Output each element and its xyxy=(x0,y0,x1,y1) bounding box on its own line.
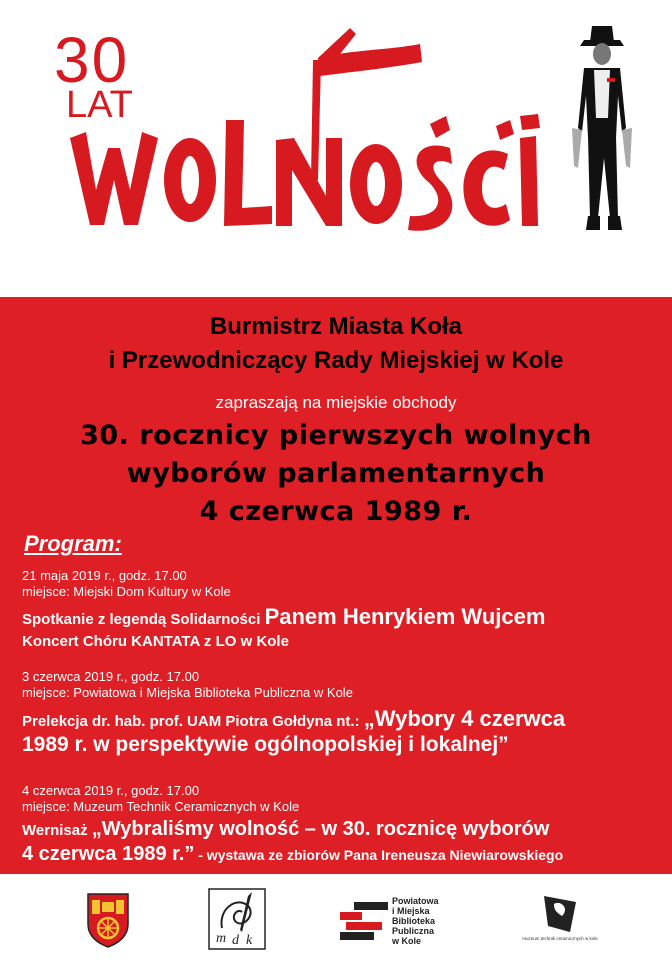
organizer-line-2: i Przewodniczący Rady Miejskiej w Kole xyxy=(108,347,564,374)
event-title-line-3: 4 czerwca 1989 r. xyxy=(199,496,473,527)
event-3-date: 4 czerwca 2019 r., godz. 17.00 xyxy=(22,783,200,798)
event-2-topic-line-2: 1989 r. w perspektywie ogólnopolskiej i lokalnej” xyxy=(22,733,509,756)
event-3-title-line-2 xyxy=(22,843,563,866)
svg-text:m: m xyxy=(216,931,227,946)
svg-text:d: d xyxy=(232,933,239,948)
event-3-date-title: 4 czerwca 1989 r.” xyxy=(22,843,195,865)
kolo-coat-of-arms-icon xyxy=(86,892,130,948)
event-2-place: miejsce: Powiatowa i Miejska Biblioteka Publiczna w Kole xyxy=(22,685,353,700)
cowboy-figure-icon xyxy=(562,18,642,248)
event-1-desc-prefix: Spotkanie z legendą Solidarności xyxy=(22,611,265,628)
event-3-title: „Wybraliśmy wolność – w 30. rocznicę wyborów xyxy=(91,818,550,840)
program-heading: Program: xyxy=(24,531,122,556)
organizer-line-1: Burmistrz Miasta Koła xyxy=(209,313,463,340)
logo-number: 30 xyxy=(54,24,130,96)
museum-name: muzeum technik ceramicznych w kole xyxy=(522,936,598,941)
event-2-topic: „Wybory 4 czerwca xyxy=(363,706,566,731)
event-3-place: miejsce: Muzeum Technik Ceramicznych w Kole xyxy=(22,799,300,814)
event-1-place: miejsce: Miejski Dom Kultury w Kole xyxy=(22,584,231,599)
event-1-date: 21 maja 2019 r., godz. 17.00 xyxy=(22,568,187,583)
library-name: Powiatowa i Miejska Biblioteka Publiczna w Kole xyxy=(392,896,439,946)
svg-text:k: k xyxy=(246,933,253,948)
sponsors-bar xyxy=(0,874,672,960)
event-1-guest: Panem Henrykiem Wujcem xyxy=(264,604,546,629)
event-3-description xyxy=(22,818,549,841)
event-3-desc-prefix: Wernisaż xyxy=(22,822,92,839)
library-logo-icon xyxy=(338,896,390,946)
event-1-concert: Koncert Chóru KANTATA z LO w Kole xyxy=(22,633,289,650)
wolnosci-logo-icon xyxy=(50,20,550,250)
event-3-collection: - wystawa ze zbiorów Pana Ireneusza Niewiarowskiego xyxy=(194,847,564,863)
event-2-date: 3 czerwca 2019 r., godz. 17.00 xyxy=(22,669,200,684)
event-title-line-2: wyborów parlamentarnych xyxy=(126,458,546,489)
header-banner xyxy=(0,0,672,297)
event-2-description xyxy=(22,706,565,732)
event-1-description xyxy=(22,604,545,630)
event-2-desc-prefix: Prelekcja dr. hab. prof. UAM Piotra Gołdyna nt.: xyxy=(22,713,364,730)
logo-lat: LAT xyxy=(66,84,133,126)
invitation-text: zapraszają na miejskie obchody xyxy=(215,393,457,412)
event-title-line-1: 30. rocznicy pierwszych wolnych xyxy=(80,420,592,451)
mdk-logo-icon xyxy=(208,888,266,950)
museum-logo-icon xyxy=(540,892,580,934)
